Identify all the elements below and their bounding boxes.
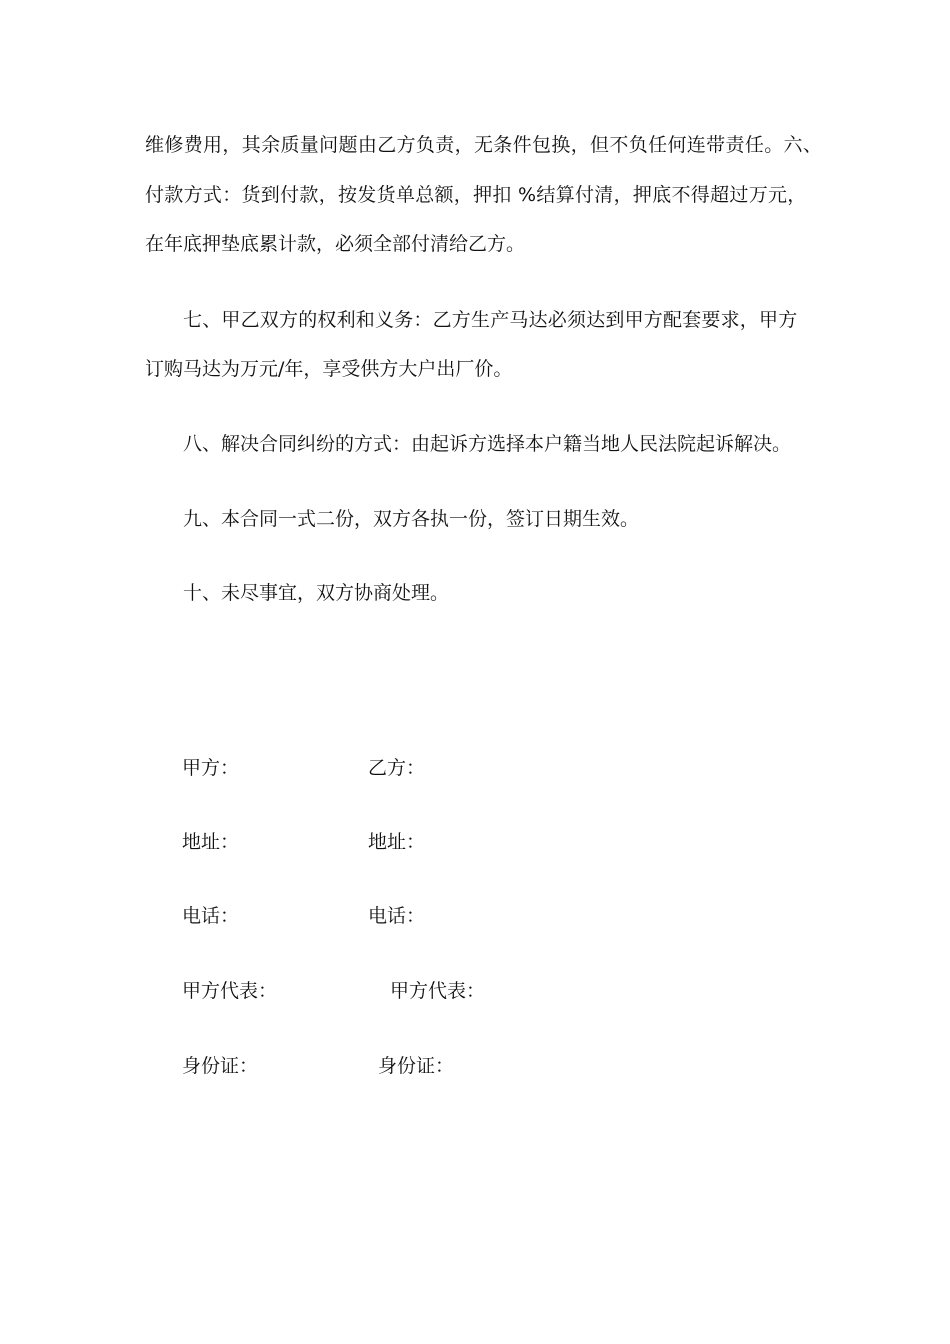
para6-line3: 在年底押垫底累计款，必须全部付清给乙方。 [145, 233, 526, 255]
para7-line1: 七、甲乙双方的权利和义务：乙方生产马达必须达到甲方配套要求，甲方 [183, 309, 798, 331]
party-b-address-label: 地址： [368, 831, 426, 853]
para6-line1: 维修费用，其余质量问题由乙方负责，无条件包换，但不负任何连带责任。六、 [145, 134, 823, 156]
para8: 八、解决合同纠纷的方式：由起诉方选择本户籍当地人民法院起诉解决。 [183, 433, 792, 455]
party-a-phone-label: 电话： [182, 905, 240, 927]
para10: 十、未尽事宜，双方协商处理。 [183, 582, 450, 604]
party-a-address-label: 地址： [182, 831, 240, 853]
party-b-representative-label: 甲方代表： [390, 980, 486, 1002]
party-a-label: 甲方： [182, 757, 240, 779]
party-b-phone-label: 电话： [368, 905, 426, 927]
party-b-label: 乙方： [368, 757, 426, 779]
party-b-id-label: 身份证： [378, 1055, 455, 1077]
para7-line2: 订购马达为万元/年，享受供方大户出厂价。 [145, 358, 513, 380]
para6-line2: 付款方式：货到付款，按发货单总额，押扣 %结算付清，押底不得超过万元， [145, 184, 807, 206]
party-a-representative-label: 甲方代表： [182, 980, 278, 1002]
party-a-id-label: 身份证： [182, 1055, 259, 1077]
para9: 九、本合同一式二份，双方各执一份，签订日期生效。 [183, 508, 640, 530]
